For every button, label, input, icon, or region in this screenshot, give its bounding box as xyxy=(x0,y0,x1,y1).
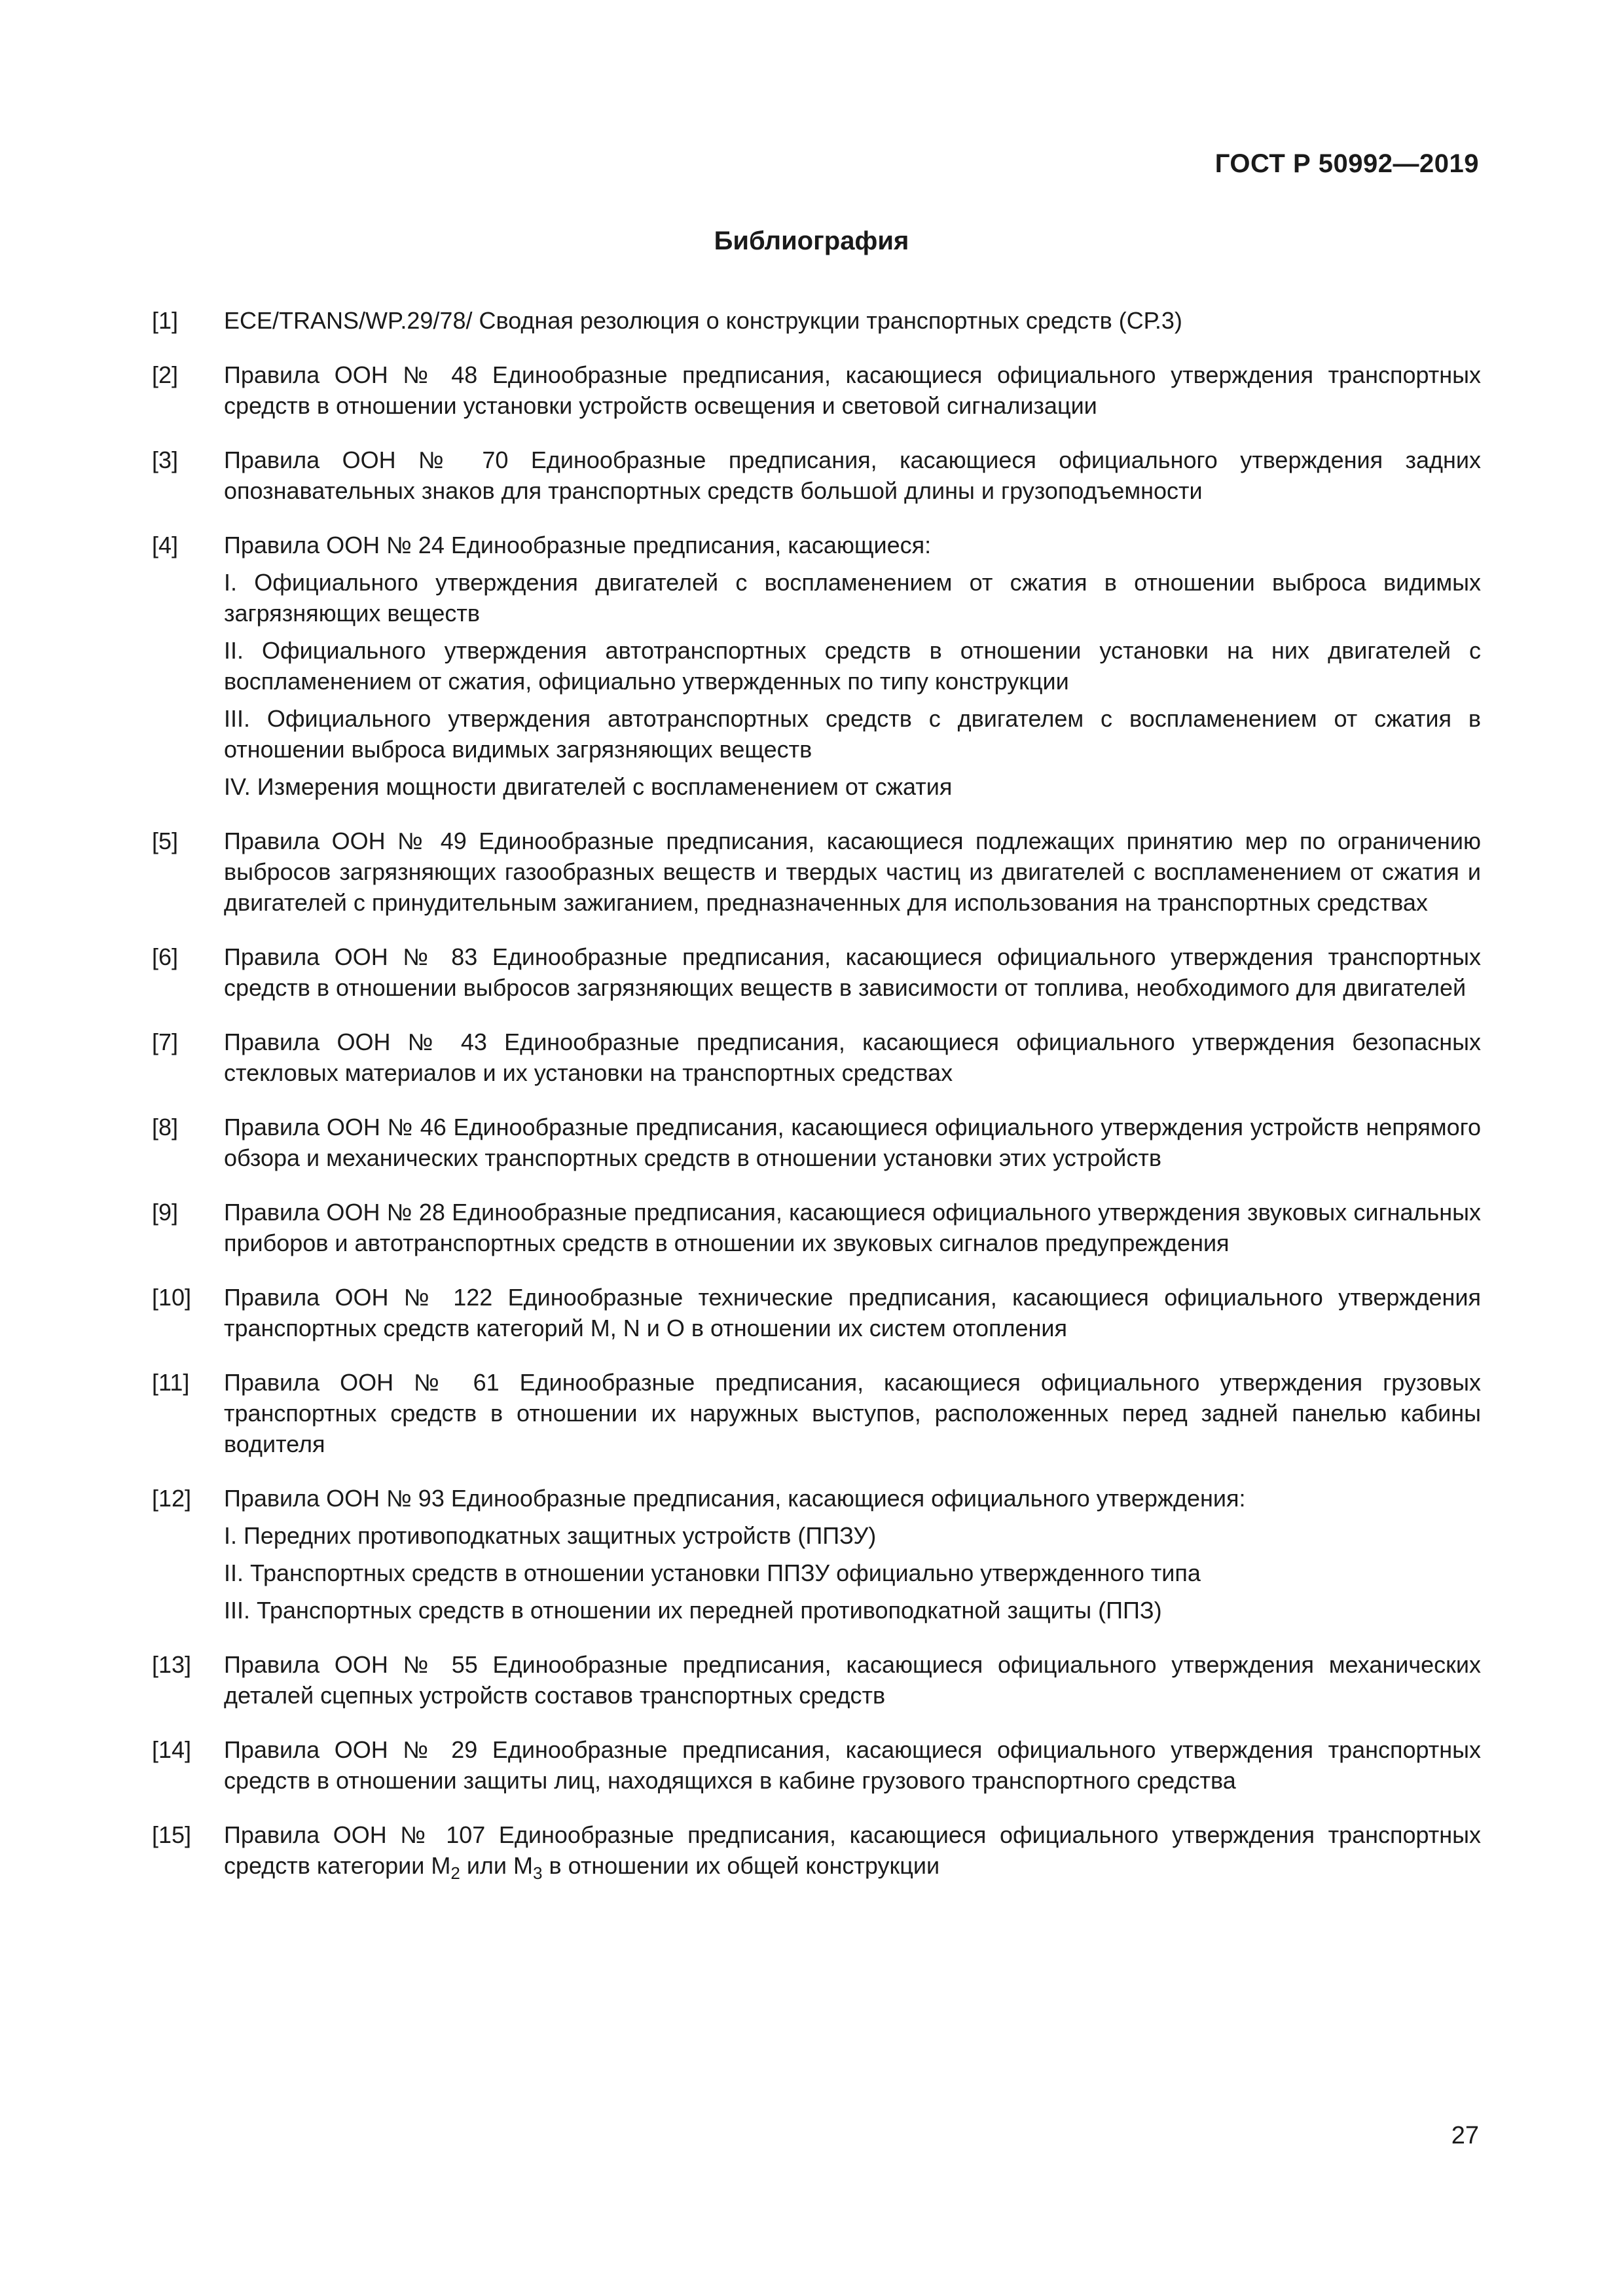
entry-text: Правила ООН № 24 Единообразные предписания, касающиеся: xyxy=(224,532,932,558)
entry-text: Правила ООН № 29 Единообразные предписания, касающиеся официального утверждения транспортных средств в отношении защиты лиц, находящихся в кабине грузового транспортного средства xyxy=(224,1736,1481,1794)
bibliography-entry xyxy=(152,1367,1481,1459)
entry-text: Правила ООН № 28 Единообразные предписания, касающиеся официального утверждения звуковых сигнальных приборов и автотранспортных средств в отношении их звуковых сигналов предупреждения xyxy=(224,1199,1481,1256)
entry-number: [11] xyxy=(152,1369,190,1396)
entry-number: [1] xyxy=(152,307,179,334)
entry-text: Правила ООН № 46 Единообразные предписания, касающиеся официального утверждения устройств непрямого обзора и механических транспортных средств в отношении установки этих устройств xyxy=(224,1114,1481,1171)
entry-subitem: I. Официального утверждения двигателей с воспламенением от сжатия в отношении выброса видимых загрязняющих веществ xyxy=(224,569,1481,627)
entry-number: [15] xyxy=(152,1821,192,1848)
entry-number: [7] xyxy=(152,1029,179,1055)
bibliography-entry xyxy=(152,530,1481,802)
entry-text: Правила ООН № 122 Единообразные технические предписания, касающиеся официального утверждения транспортных средств категорий M, N и O в отношении их систем отопления xyxy=(224,1284,1481,1341)
entry-subitem: III. Официального утверждения автотранспортных средств с двигателем с воспламенением от сжатия в отношении выброса видимых загрязняющих веществ xyxy=(224,705,1481,763)
entry-number: [8] xyxy=(152,1114,179,1140)
entry-number: [2] xyxy=(152,361,179,388)
page-title: Библиография xyxy=(714,227,909,255)
bibliography-entry xyxy=(152,1282,1481,1343)
bibliography-entry xyxy=(152,1819,1481,1881)
bibliography-entry xyxy=(152,1483,1481,1626)
entry-text: Правила ООН № 70 Единообразные предписания, касающиеся официального утверждения задних опознавательных знаков для транспортных средств большой длины и грузоподъемности xyxy=(224,446,1481,504)
bibliography-entry xyxy=(152,305,1481,336)
bibliography-entry xyxy=(152,1734,1481,1796)
bibliography-entry xyxy=(152,1649,1481,1711)
entry-text: Правила ООН № 55 Единообразные предписания, касающиеся официального утверждения механических деталей сцепных устройств составов транспортных средств xyxy=(224,1651,1481,1709)
entry-subitem: III. Транспортных средств в отношении их передней противоподкатной защиты (ППЗ) xyxy=(224,1597,1162,1624)
entry-text: Правила ООН № 83 Единообразные предписания, касающиеся официального утверждения транспортных средств в отношении выбросов загрязняющих веществ в зависимости от топлива, необходимого для двигателей xyxy=(224,943,1481,1001)
bibliography-entry xyxy=(152,1197,1481,1258)
entry-text: Правила ООН № 43 Единообразные предписания, касающиеся официального утверждения безопасных стекловых материалов и их установки на транспортных средствах xyxy=(224,1029,1481,1086)
entry-text: Правила ООН № 49 Единообразные предписания, касающиеся подлежащих принятию мер по ограничению выбросов загрязняющих газообразных веществ и твердых частиц из двигателей с воспламенением от сжатия и двигателей с принудительным зажиганием, предназначенных для использования на транспортных средствах xyxy=(224,828,1481,916)
entry-number: [6] xyxy=(152,943,179,970)
subscript: 3 xyxy=(533,1863,543,1883)
entry-number: [10] xyxy=(152,1284,192,1311)
entry-subitem: II. Транспортных средств в отношении установки ППЗУ официально утвержденного типа xyxy=(224,1559,1201,1586)
entry-subitem: IV. Измерения мощности двигателей с воспламенением от сжатия xyxy=(224,773,953,800)
bibliography-entry xyxy=(152,1027,1481,1088)
entry-number: [13] xyxy=(152,1651,192,1678)
entry-text: Правила ООН № 93 Единообразные предписания, касающиеся официального утверждения: xyxy=(224,1485,1246,1512)
entry-number: [9] xyxy=(152,1199,179,1226)
entry-number: [3] xyxy=(152,446,179,473)
entry-number: [5] xyxy=(152,828,179,854)
page-number: 27 xyxy=(1451,2122,1479,2149)
document-id-header: ГОСТ Р 50992—2019 xyxy=(1214,149,1479,178)
entry-text-part: Правила ООН № 107 Единообразные предписания, касающиеся официального утверждения транспортных средств категории M xyxy=(224,1821,1481,1879)
entry-text: Правила ООН № 48 Единообразные предписания, касающиеся официального утверждения транспортных средств в отношении установки устройств освещения и световой сигнализации xyxy=(224,361,1481,419)
entry-number: [12] xyxy=(152,1485,192,1512)
subscript: 2 xyxy=(450,1863,460,1883)
entry-subitem: II. Официального утверждения автотранспортных средств в отношении установки на них двигателей с воспламенением от сжатия, официально утвержденных по типу конструкции xyxy=(224,637,1481,695)
bibliography-entry xyxy=(152,1112,1481,1173)
bibliography-entry xyxy=(152,941,1481,1003)
entry-text xyxy=(224,1819,1481,1881)
entry-text: ECE/TRANS/WP.29/78/ Сводная резолюция о конструкции транспортных средств (СР.3) xyxy=(224,307,1182,334)
bibliography-entry xyxy=(152,359,1481,421)
entry-number: [14] xyxy=(152,1736,192,1763)
bibliography-list xyxy=(152,305,1481,1904)
bibliography-entry xyxy=(152,445,1481,506)
entry-subitem: I. Передних противоподкатных защитных устройств (ППЗУ) xyxy=(224,1522,877,1549)
entry-text: Правила ООН № 61 Единообразные предписания, касающиеся официального утверждения грузовых транспортных средств в отношении их наружных выступов, расположенных перед задней панелью кабины водителя xyxy=(224,1369,1481,1457)
entry-text-part: в отношении их общей конструкции xyxy=(542,1852,940,1879)
bibliography-entry xyxy=(152,826,1481,918)
entry-text-part: или M xyxy=(460,1852,534,1879)
entry-number: [4] xyxy=(152,532,179,558)
